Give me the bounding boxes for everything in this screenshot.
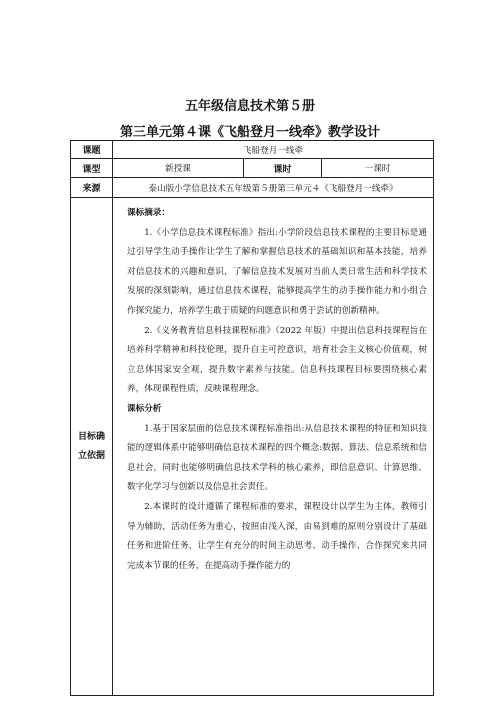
analysis-paragraph-1: 1.基于国家层面的信息技术课程标准指出:从信息技术课程的特征和知识技能的逻辑体系中能够明确信息技术课程的四个概念:数据、算法、信息系统和信息社会，同时也能够明确信息技术学科的核心素养，即信息意识、计算思维、数字化学习与创新以及信息社会责任。 <box>127 423 427 493</box>
document-title: 五年级信息技术第５册 <box>184 99 315 114</box>
topic-value: 飞船登月一线牵 <box>113 141 434 159</box>
standards-paragraph-1: 1.《小学信息技术课程标准》指出:小学阶段信息技术课程的主要目标是通过引导学生动手操作让学生了解和掌握信息技术的基础知识和基本技能，培养对信息技术的兴趣和意识，了解信息技术发展对当前人类日常生活和科学技术发展的深刻影响，通过信息技术课程，能够提高学生的动手操作能力和小组合作探究能力，培养学生敢于质疑的问题意识和勇于尝试的创新精神。 <box>127 227 427 316</box>
source-label: 来源 <box>71 178 113 198</box>
basis-content <box>113 198 434 696</box>
basis-row <box>71 198 434 696</box>
analysis-paragraph-2: 2.本课时的设计遵循了课程标准的要求，课程设计以学生为主体，教师引导为辅助，活动任务为重心，按照由浅入深，由易到难的原则分别设计了基础任务和进阶任务，让学生有充分的时间主动思考、动手操作、合作探究来共同完成本节课的任务，在提高动手操作能力的 <box>127 501 427 571</box>
type-row <box>71 159 434 178</box>
hours-label: 课时 <box>244 159 322 178</box>
basis-label: 目标确立依据 <box>71 198 113 696</box>
type-label: 课型 <box>71 159 113 178</box>
topic-label: 课题 <box>71 141 113 159</box>
analysis-heading: 课标分析 <box>127 403 162 414</box>
type-value: 新授课 <box>113 159 244 178</box>
source-row <box>71 178 434 198</box>
topic-row <box>71 141 434 159</box>
lesson-design-table <box>70 140 434 696</box>
source-value: 泰山版小学信息技术五年级第５册第三单元４《飞船登月一线牵》 <box>113 178 434 198</box>
hours-value: 一课时 <box>322 159 434 178</box>
standards-paragraph-2: 2.《义务教育信息科技课程标准》（2022 年版）中提出信息科技课程旨在培养科学精神和科技伦理，提升自主可控意识，培育社会主义核心价值观，树立总体国家安全观，提升数字素养与技能。信息科技课程目标要围绕核心素养，体现课程性质，反映课程理念。 <box>127 325 427 395</box>
standards-heading: 课标摘录： <box>127 208 170 218</box>
document-subtitle: 第三单元第４课《飞船登月一线牵》教学设计 <box>119 125 380 140</box>
